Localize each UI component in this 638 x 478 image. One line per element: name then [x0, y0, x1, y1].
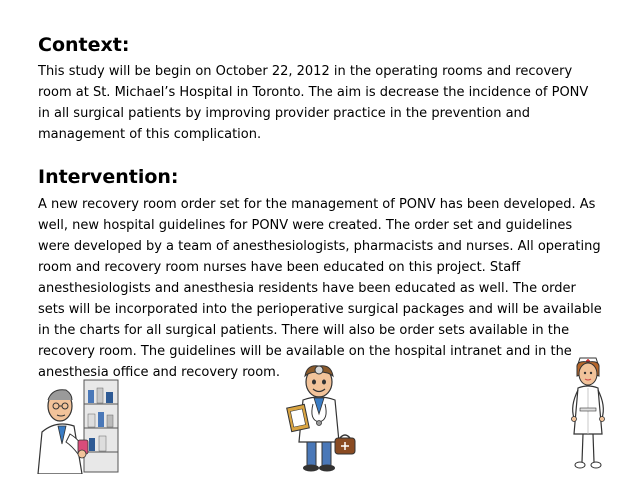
context-line: room at St. Michael’s Hospital in Toronto. The aim is decrease the incidence of PONV [38, 85, 589, 100]
context-paragraph [38, 61, 613, 145]
doctor-illustration [285, 362, 357, 472]
intervention-heading: Intervention: [38, 166, 179, 188]
context-line: in all surgical patients by improving provider practice in the prevention and [38, 106, 531, 121]
intervention-line: were developed by a team of anesthesiologists, pharmacists and nurses. All operating [38, 239, 601, 254]
intervention-paragraph [38, 194, 613, 383]
intervention-line: sets will be incorporated into the perioperative surgical packages and will be available [38, 302, 602, 317]
nurse-illustration [566, 356, 610, 472]
intervention-line: A new recovery room order set for the management of PONV has been developed. As [38, 197, 596, 212]
context-heading: Context: [38, 34, 130, 56]
intervention-line: well, new hospital guidelines for PONV were created. The order set and guidelines [38, 218, 573, 233]
context-line: management of this complication. [38, 127, 262, 142]
intervention-line: anesthesiologists and anesthesia residents have been educated as well. The order [38, 281, 576, 296]
intervention-line: room and recovery room nurses have been educated on this project. Staff [38, 260, 521, 275]
intervention-line: in the charts for all surgical patients. There will also be order sets available in the [38, 323, 570, 338]
pharmacist-illustration [36, 370, 120, 474]
context-line: This study will be begin on October 22, 2012 in the operating rooms and recovery [38, 64, 573, 79]
intervention-line: recovery room. The guidelines will be available on the hospital intranet and in the [38, 344, 572, 359]
intervention-line: anesthesia office and recovery room. [38, 365, 280, 380]
